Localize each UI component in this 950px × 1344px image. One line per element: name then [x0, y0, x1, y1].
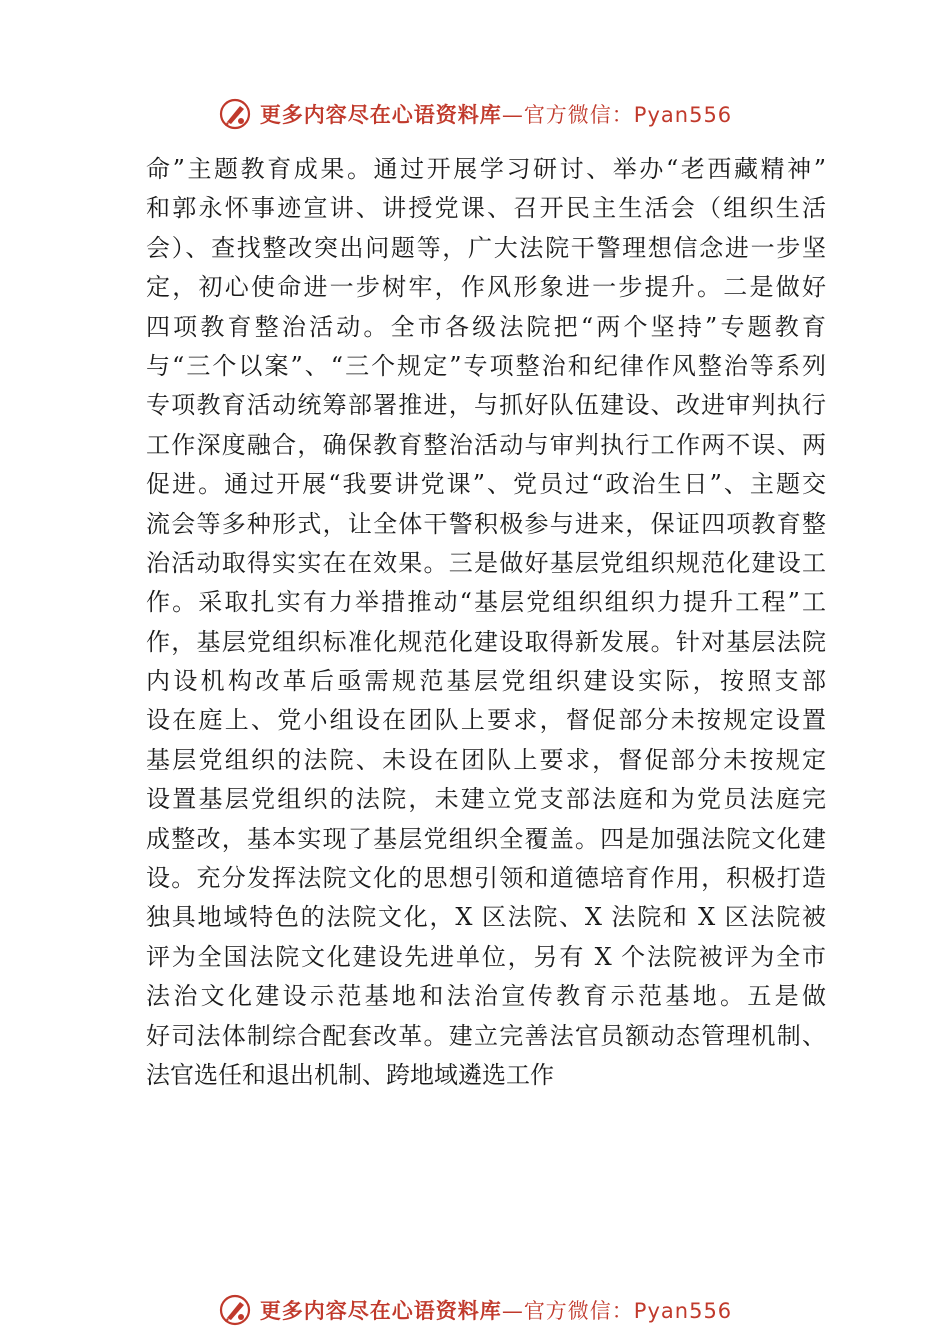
- footer-wechat-text: 官方微信：Pyan556: [523, 1299, 733, 1323]
- body-line: 命”主题教育成果。通过开展学习研讨、举办“老西藏精神”: [146, 155, 826, 183]
- body-line: 与“三个以案”、“三个规定”专项整治和纪律作风整治等系列: [146, 351, 826, 380]
- body-line: 成整改，基本实现了基层党组织全覆盖。四是加强法院文化建: [146, 824, 826, 853]
- body-line: 促进。通过开展“我要讲党课”、党员过“政治生日”、主题交: [146, 470, 826, 499]
- body-line-last: 法官选任和退出机制、跨地域遴选工作: [146, 1060, 554, 1089]
- body-line: 四项教育整治活动。全市各级法院把“两个坚持”专题教育: [146, 312, 826, 341]
- footer-separator: —: [501, 1299, 524, 1323]
- body-line: 工作深度融合，确保教育整治活动与审判执行工作两不误、两: [146, 430, 826, 459]
- body-line: 流会等多种形式，让全体干警积极参与进来，保证四项教育整: [146, 509, 826, 538]
- body-line: 设。充分发挥法院文化的思想引领和道德培育作用，积极打造: [146, 864, 826, 893]
- body-line: 设置基层党组织的法院，未建立党支部法庭和为党员法庭完: [146, 785, 826, 814]
- body-line: 治活动取得实实在在效果。三是做好基层党组织规范化建设工: [146, 548, 826, 577]
- footer-banner-text: [260, 1295, 732, 1325]
- body-line: 内设机构改革后亟需规范基层党组织建设实际，按照支部: [146, 667, 826, 696]
- document-body: [146, 150, 826, 1095]
- footer-site-text: 更多内容尽在心语资料库: [259, 1298, 502, 1323]
- pen-nib-logo-icon: [218, 1293, 252, 1327]
- body-line: 好司法体制综合配套改革。建立完善法官员额动态管理机制、: [146, 1021, 826, 1050]
- pen-nib-logo-icon: [218, 97, 252, 131]
- body-line: 专项教育活动统筹部署推进，与抓好队伍建设、改进审判执行: [146, 391, 826, 420]
- header-banner-text: [260, 99, 732, 129]
- body-line: 评为全国法院文化建设先进单位，另有 X 个法院被评为全市: [146, 942, 826, 971]
- header-banner: [0, 94, 950, 134]
- body-line: 作，基层党组织标准化规范化建设取得新发展。针对基层法院: [146, 627, 826, 656]
- body-line: 设在庭上、党小组设在团队上要求，督促部分未按规定设置: [146, 706, 826, 735]
- body-line: 会）、查找整改突出问题等，广大法院干警理想信念进一步坚: [146, 233, 826, 262]
- body-line: 独具地域特色的法院文化，X 区法院、X 法院和 X 区法院被: [146, 903, 826, 932]
- body-line: 法治文化建设示范基地和法治宣传教育示范基地。五是做: [146, 982, 826, 1011]
- header-separator: —: [501, 103, 524, 127]
- body-line: 定，初心使命进一步树牢，作风形象进一步提升。二是做好: [146, 273, 826, 302]
- footer-banner: [0, 1290, 950, 1330]
- body-line: 作。采取扎实有力举措推动“基层党组织组织力提升工程”工: [146, 588, 826, 617]
- body-line: 和郭永怀事迹宣讲、讲授党课、召开民主生活会（组织生活: [146, 194, 826, 223]
- header-site-text: 更多内容尽在心语资料库: [259, 102, 502, 127]
- body-line: 基层党组织的法院、未设在团队上要求，督促部分未按规定: [146, 745, 826, 774]
- header-wechat-text: 官方微信：Pyan556: [523, 103, 733, 127]
